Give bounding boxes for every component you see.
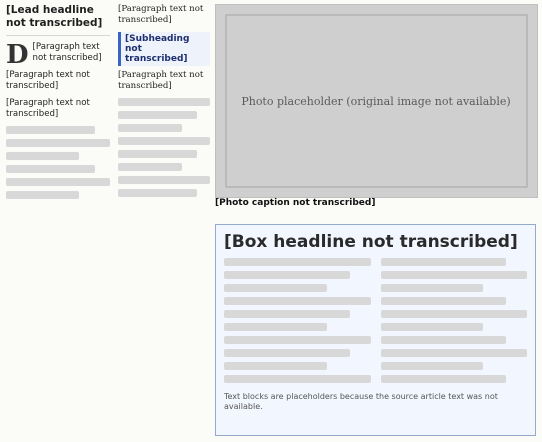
photo-alt-text: Photo placeholder (original image not available) [241,95,511,108]
text-line [381,362,484,370]
text-line [381,284,484,292]
divider [6,35,110,36]
text-line [381,336,507,344]
text-line [381,375,507,383]
article-text-middle-2 [118,70,210,197]
text-line [224,375,371,383]
text-line [224,336,371,344]
text-line [118,189,197,197]
meeting-photo [215,4,538,198]
text-line [224,323,327,331]
article-paragraph: [Paragraph text not transcribed] [6,98,90,119]
text-line [6,139,110,147]
text-line [381,310,528,318]
text-placeholder-lines [6,126,110,199]
text-line [6,191,79,199]
text-line [6,152,79,160]
dropcap-letter: D [6,40,29,70]
article-paragraph: [Paragraph text not transcribed] [118,4,204,25]
paragraph-text: [Paragraph text not transcribed] [32,42,102,63]
left-column [6,4,110,436]
text-line [224,284,327,292]
box-note: Text blocks are placeholders because the source article text was not available. [224,392,498,411]
text-line [224,362,327,370]
text-line [118,150,197,158]
lead-headline: [Lead headline not transcribed] [6,4,103,29]
text-line [381,297,507,305]
text-placeholder-lines [118,98,210,197]
text-line [381,271,528,279]
text-line [118,124,182,132]
photo-caption: [Photo caption not transcribed] [215,198,376,208]
article-paragraph: [Paragraph text not transcribed] [118,70,204,91]
text-line [381,323,484,331]
sidebar-box-article [215,224,536,436]
text-line [118,176,210,184]
text-line [224,349,350,357]
text-line [224,258,371,266]
text-line [224,271,350,279]
text-line [118,137,210,145]
text-line [224,310,350,318]
article-paragraph [6,40,110,70]
text-line [224,297,371,305]
text-line [381,349,528,357]
text-line [6,126,95,134]
box-columns [224,258,527,388]
article-paragraph: [Paragraph text not transcribed] [6,70,90,91]
text-line [118,163,182,171]
text-line [6,178,110,186]
box-column-right [381,258,528,388]
box-headline: [Box headline not transcribed] [224,232,518,252]
middle-column [118,4,210,436]
article-text-middle [118,4,210,26]
text-line [381,258,507,266]
section-subheading: [Subheading not transcribed] [118,32,210,66]
photo-placeholder [216,5,537,197]
text-line [6,165,95,173]
text-line [118,111,197,119]
article-text-left [6,42,110,199]
box-column-left [224,258,371,388]
text-line [118,98,210,106]
